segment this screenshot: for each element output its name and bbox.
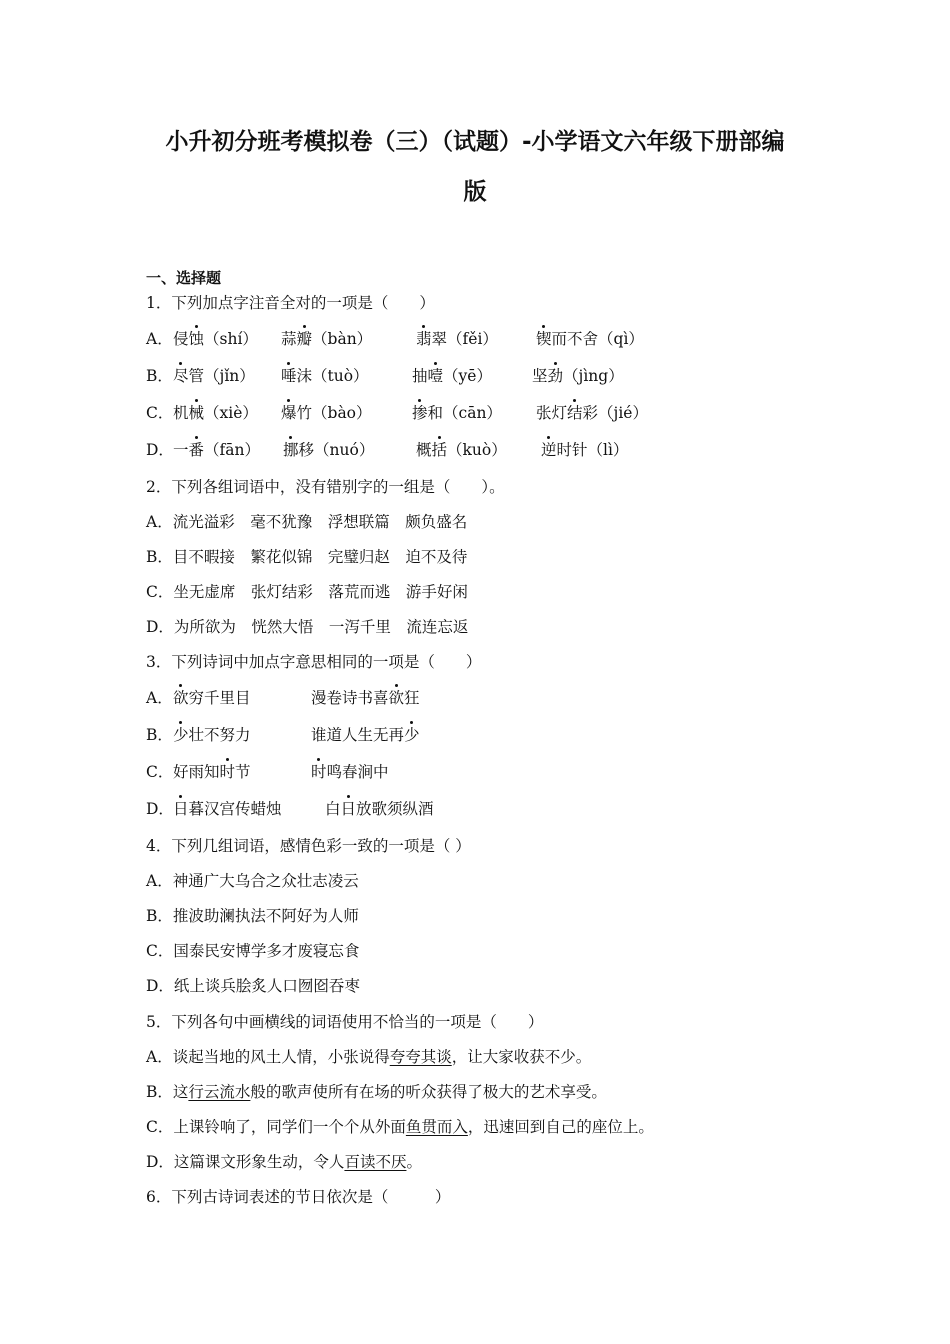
q1-option-d-item-1: 一番（fān） (173, 441, 260, 459)
question-1-stem: 1．下列加点字注音全对的一项是（ ） (146, 294, 435, 312)
q1-option-c-item-4: 张灯结彩（jié） (536, 404, 648, 422)
q2-option-a: A．流光溢彩 毫不犹豫 浮想联篇 颇负盛名 (146, 513, 468, 531)
emphasis-char: 瓣 (296, 330, 313, 348)
emphasis-char: 结 (567, 404, 583, 422)
section-heading: 一、选择题 (146, 269, 222, 287)
question-6-stem: 6．下列古诗词表述的节日依次是（ ） (146, 1188, 451, 1206)
emphasis-char: 欲 (388, 689, 405, 707)
q1-option-c-item-3: 掺和（cān） (412, 404, 502, 422)
q1-option-b-item-4: 坚劲（jìng） (532, 367, 624, 385)
q1-option-label: C． (146, 404, 174, 422)
q3-option-b-line-1: 少壮不努力 (173, 726, 251, 744)
emphasis-char: 括 (431, 441, 448, 459)
q3-option-b-line-2: 谁道人生无再少 (311, 726, 420, 744)
emphasis-char: 翡 (416, 330, 432, 348)
document-title: 小升初分班考模拟卷（三）（试题）-小学语文六年级下册部编 (165, 129, 785, 155)
q3-option-c-line-2: 时鸣春涧中 (311, 763, 389, 781)
q1-option-a-item-3: 翡翠（fěi） (416, 330, 498, 348)
emphasis-char: 蚀 (188, 330, 205, 348)
q5-option-d: D．这篇课文形象生动，令人百读不厌。 (146, 1153, 422, 1171)
q3-option-a-line-1: 欲穷千里目 (173, 689, 251, 707)
q3-option-a-line-2: 漫卷诗书喜欲狂 (311, 689, 420, 707)
q4-option-c: C．国泰民安博学多才废寝忘食 (146, 942, 360, 960)
document-title-continued: 版 (463, 179, 487, 205)
emphasis-char: 少 (404, 726, 420, 744)
question-2-stem: 2．下列各组词语中，没有错别字的一组是（ ）。 (146, 478, 505, 496)
question-4-stem: 4．下列几组词语，感情色彩一致的一项是（ ） (146, 837, 471, 855)
emphasis-char: 劲 (547, 367, 564, 385)
q3-option-d-line-1: 日暮汉宫传蜡烛 (173, 800, 282, 818)
q3-option-label: B． (146, 726, 173, 744)
q1-option-a-item-2: 蒜瓣（bàn） (281, 330, 373, 348)
q4-option-d: D．纸上谈兵脍炙人口囫囵吞枣 (146, 977, 360, 995)
q4-option-a: A．神通广大乌合之众壮志凌云 (146, 872, 359, 890)
q2-option-d: D．为所欲为 恍然大悟 一泻千里 流连忘返 (146, 618, 469, 636)
underlined-phrase: 行云流水 (188, 1083, 251, 1101)
emphasis-char: 唾 (281, 367, 297, 385)
q3-option-label: C． (146, 763, 174, 781)
q1-option-a-item-4: 锲而不舍（qì） (536, 330, 644, 348)
q3-option-label: D． (146, 800, 174, 818)
q1-option-b-item-1: 尽管（jǐn） (173, 367, 255, 385)
emphasis-char: 挪 (283, 441, 299, 459)
emphasis-char: 时 (311, 763, 327, 781)
emphasis-char: 番 (188, 441, 205, 459)
underlined-phrase: 夸夸其谈 (389, 1048, 452, 1066)
emphasis-char: 械 (188, 404, 205, 422)
q2-option-c: C．坐无虚席 张灯结彩 落荒而逃 游手好闲 (146, 583, 468, 601)
emphasis-char: 掺 (412, 404, 428, 422)
emphasis-char: 少 (173, 726, 189, 744)
q5-option-c: C．上课铃响了，同学们一个个从外面鱼贯而入，迅速回到自己的座位上。 (146, 1118, 654, 1136)
q1-option-d-item-4: 逆时针（lì） (541, 441, 629, 459)
q1-option-c-item-1: 机械（xiè） (173, 404, 258, 422)
q1-option-a-item-1: 侵蚀（shí） (173, 330, 258, 348)
q1-option-label: D． (146, 441, 174, 459)
question-5-stem: 5．下列各句中画横线的词语使用不恰当的一项是（ ） (146, 1013, 544, 1031)
emphasis-char: 尽 (173, 367, 189, 385)
emphasis-char: 锲 (536, 330, 552, 348)
question-3-stem: 3．下列诗词中加点字意思相同的一项是（ ） (146, 653, 482, 671)
underlined-phrase: 鱼贯而入 (405, 1118, 468, 1136)
q1-option-b-item-2: 唾沫（tuò） (281, 367, 369, 385)
q2-option-b: B．目不暇接 繁花似锦 完璧归赵 迫不及待 (146, 548, 468, 566)
emphasis-char: 逆 (541, 441, 557, 459)
emphasis-char: 爆 (281, 404, 297, 422)
q3-option-label: A． (146, 689, 173, 707)
q4-option-b: B．推波助澜执法不阿好为人师 (146, 907, 359, 925)
q5-option-a: A．谈起当地的风土人情，小张说得夸夸其谈，让大家收获不少。 (146, 1048, 592, 1066)
q1-option-b-item-3: 抽噎（yē） (412, 367, 492, 385)
q3-option-d-line-2: 白日放歌须纵酒 (325, 800, 434, 818)
emphasis-char: 日 (340, 800, 357, 818)
underlined-phrase: 百读不厌 (344, 1153, 407, 1171)
emphasis-char: 日 (173, 800, 189, 818)
emphasis-char: 欲 (173, 689, 189, 707)
emphasis-char: 时 (219, 763, 236, 781)
q1-option-label: A． (146, 330, 173, 348)
emphasis-char: 噎 (427, 367, 444, 385)
q1-option-d-item-3: 概括（kuò） (416, 441, 507, 459)
q1-option-label: B． (146, 367, 173, 385)
q5-option-b: B．这行云流水般的歌声使所有在场的听众获得了极大的艺术享受。 (146, 1083, 607, 1101)
q3-option-c-line-1: 好雨知时节 (173, 763, 251, 781)
q1-option-c-item-2: 爆竹（bào） (281, 404, 372, 422)
q1-option-d-item-2: 挪移（nuó） (283, 441, 375, 459)
